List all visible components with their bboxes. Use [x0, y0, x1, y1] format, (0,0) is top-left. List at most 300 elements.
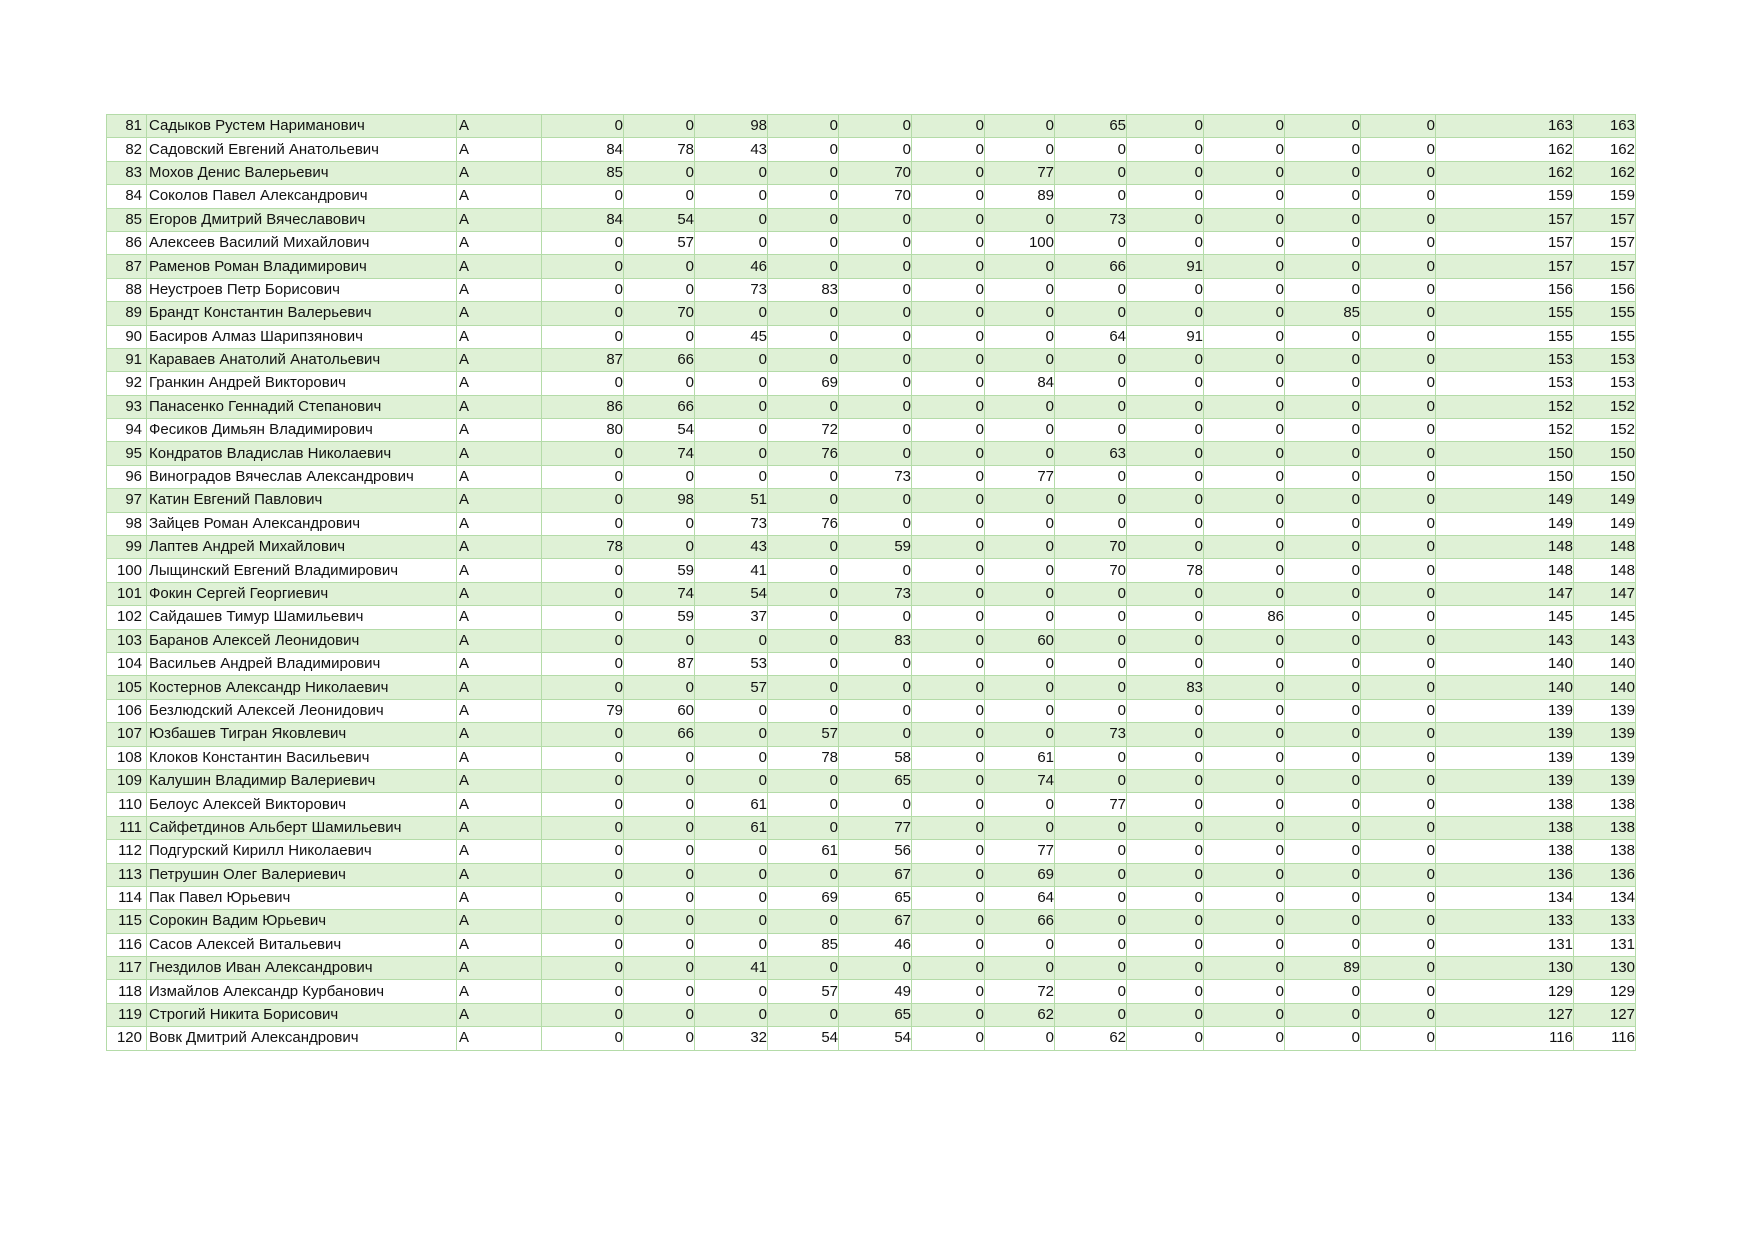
score-cell: 0 — [912, 325, 985, 348]
final-cell: 152 — [1574, 395, 1636, 418]
total-cell: 149 — [1436, 512, 1574, 535]
score-cell: 0 — [1127, 138, 1204, 161]
category-cell: А — [457, 161, 542, 184]
score-cell: 0 — [839, 419, 912, 442]
final-cell: 149 — [1574, 489, 1636, 512]
score-cell: 0 — [542, 185, 624, 208]
total-cell: 138 — [1436, 840, 1574, 863]
score-cell: 0 — [1361, 980, 1436, 1003]
rank-cell: 89 — [107, 302, 147, 325]
final-cell: 138 — [1574, 816, 1636, 839]
table-row — [107, 816, 1636, 839]
score-cell: 54 — [624, 419, 695, 442]
score-cell: 0 — [839, 723, 912, 746]
rank-cell: 90 — [107, 325, 147, 348]
score-cell: 0 — [839, 372, 912, 395]
score-cell: 43 — [695, 138, 768, 161]
score-cell: 0 — [542, 465, 624, 488]
score-cell: 0 — [695, 840, 768, 863]
score-cell: 0 — [1055, 886, 1127, 909]
score-cell: 0 — [695, 185, 768, 208]
score-cell: 0 — [1055, 910, 1127, 933]
score-cell: 0 — [1204, 933, 1285, 956]
table-row — [107, 442, 1636, 465]
score-cell: 77 — [985, 161, 1055, 184]
score-cell: 0 — [1055, 489, 1127, 512]
score-cell: 0 — [1204, 957, 1285, 980]
score-cell: 0 — [912, 840, 985, 863]
total-cell: 152 — [1436, 395, 1574, 418]
final-cell: 148 — [1574, 559, 1636, 582]
score-cell: 70 — [1055, 559, 1127, 582]
rank-cell: 120 — [107, 1027, 147, 1050]
score-cell: 0 — [839, 793, 912, 816]
category-cell: А — [457, 115, 542, 138]
total-cell: 139 — [1436, 769, 1574, 792]
score-cell: 0 — [912, 676, 985, 699]
score-cell: 0 — [985, 325, 1055, 348]
category-cell: А — [457, 582, 542, 605]
score-cell: 0 — [1204, 395, 1285, 418]
table-row — [107, 278, 1636, 301]
score-cell: 0 — [1127, 933, 1204, 956]
table-row — [107, 863, 1636, 886]
score-cell: 0 — [1204, 699, 1285, 722]
score-cell: 0 — [1055, 699, 1127, 722]
score-cell: 0 — [912, 559, 985, 582]
score-cell: 0 — [1055, 512, 1127, 535]
score-cell: 0 — [542, 910, 624, 933]
score-cell: 0 — [695, 699, 768, 722]
score-cell: 0 — [839, 559, 912, 582]
score-cell: 0 — [1055, 606, 1127, 629]
rank-cell: 115 — [107, 910, 147, 933]
score-cell: 77 — [839, 816, 912, 839]
score-cell: 0 — [985, 419, 1055, 442]
final-cell: 138 — [1574, 840, 1636, 863]
name-cell: Калушин Владимир Валериевич — [147, 769, 457, 792]
table-row — [107, 138, 1636, 161]
score-cell: 0 — [1127, 302, 1204, 325]
final-cell: 162 — [1574, 138, 1636, 161]
score-cell: 67 — [839, 910, 912, 933]
score-cell: 0 — [1055, 676, 1127, 699]
score-cell: 0 — [768, 652, 839, 675]
category-cell: А — [457, 816, 542, 839]
total-cell: 152 — [1436, 419, 1574, 442]
score-cell: 0 — [1285, 629, 1361, 652]
score-cell: 0 — [1361, 231, 1436, 254]
total-cell: 162 — [1436, 161, 1574, 184]
score-cell: 0 — [1361, 372, 1436, 395]
table-row — [107, 185, 1636, 208]
score-cell: 0 — [1361, 886, 1436, 909]
score-cell: 0 — [912, 606, 985, 629]
final-cell: 153 — [1574, 372, 1636, 395]
name-cell: Фокин Сергей Георгиевич — [147, 582, 457, 605]
score-cell: 60 — [985, 629, 1055, 652]
score-cell: 0 — [768, 115, 839, 138]
score-cell: 0 — [1285, 536, 1361, 559]
name-cell: Садыков Рустем Нариманович — [147, 115, 457, 138]
score-cell: 0 — [1055, 816, 1127, 839]
score-cell: 0 — [1361, 348, 1436, 371]
name-cell: Юзбашев Тигран Яковлевич — [147, 723, 457, 746]
score-cell: 0 — [839, 395, 912, 418]
table-row — [107, 1003, 1636, 1026]
score-cell: 0 — [912, 886, 985, 909]
score-cell: 0 — [768, 302, 839, 325]
rank-cell: 116 — [107, 933, 147, 956]
score-cell: 0 — [985, 255, 1055, 278]
score-cell: 0 — [985, 699, 1055, 722]
score-cell: 79 — [542, 699, 624, 722]
score-cell: 0 — [1204, 115, 1285, 138]
score-cell: 0 — [912, 536, 985, 559]
score-cell: 0 — [1285, 910, 1361, 933]
score-cell: 0 — [839, 489, 912, 512]
score-cell: 0 — [912, 629, 985, 652]
rank-cell: 93 — [107, 395, 147, 418]
score-cell: 0 — [839, 231, 912, 254]
score-cell: 0 — [1055, 302, 1127, 325]
score-cell: 69 — [985, 863, 1055, 886]
score-cell: 32 — [695, 1027, 768, 1050]
score-cell: 0 — [1285, 185, 1361, 208]
table-row — [107, 489, 1636, 512]
score-cell: 0 — [695, 395, 768, 418]
score-cell: 0 — [1127, 115, 1204, 138]
score-cell: 54 — [768, 1027, 839, 1050]
score-cell: 0 — [695, 629, 768, 652]
score-cell: 0 — [624, 372, 695, 395]
category-cell: А — [457, 980, 542, 1003]
total-cell: 131 — [1436, 933, 1574, 956]
score-cell: 0 — [912, 582, 985, 605]
score-cell: 0 — [768, 1003, 839, 1026]
score-cell: 0 — [985, 1027, 1055, 1050]
score-cell: 0 — [1055, 863, 1127, 886]
score-cell: 0 — [542, 863, 624, 886]
final-cell: 149 — [1574, 512, 1636, 535]
name-cell: Басиров Алмаз Шарипзянович — [147, 325, 457, 348]
score-cell: 0 — [624, 465, 695, 488]
score-cell: 0 — [1285, 115, 1361, 138]
name-cell: Зайцев Роман Александрович — [147, 512, 457, 535]
table-row — [107, 629, 1636, 652]
score-cell: 0 — [839, 957, 912, 980]
rank-cell: 101 — [107, 582, 147, 605]
rank-cell: 97 — [107, 489, 147, 512]
total-cell: 136 — [1436, 863, 1574, 886]
score-cell: 0 — [912, 161, 985, 184]
score-cell: 65 — [1055, 115, 1127, 138]
score-cell: 0 — [1127, 1027, 1204, 1050]
category-cell: А — [457, 536, 542, 559]
score-cell: 0 — [1204, 138, 1285, 161]
score-cell: 0 — [912, 115, 985, 138]
score-cell: 73 — [839, 582, 912, 605]
score-cell: 62 — [985, 1003, 1055, 1026]
score-cell: 0 — [1285, 886, 1361, 909]
score-cell: 0 — [768, 606, 839, 629]
results-table-body — [107, 115, 1636, 1051]
rank-cell: 112 — [107, 840, 147, 863]
score-cell: 0 — [912, 138, 985, 161]
name-cell: Гранкин Андрей Викторович — [147, 372, 457, 395]
category-cell: А — [457, 652, 542, 675]
score-cell: 0 — [542, 746, 624, 769]
rank-cell: 114 — [107, 886, 147, 909]
score-cell: 0 — [768, 161, 839, 184]
score-cell: 0 — [912, 278, 985, 301]
score-cell: 0 — [768, 699, 839, 722]
score-cell: 0 — [912, 1027, 985, 1050]
category-cell: А — [457, 465, 542, 488]
total-cell: 129 — [1436, 980, 1574, 1003]
score-cell: 0 — [542, 582, 624, 605]
category-cell: А — [457, 512, 542, 535]
score-cell: 0 — [768, 395, 839, 418]
score-cell: 0 — [1285, 278, 1361, 301]
score-cell: 0 — [1361, 278, 1436, 301]
score-cell: 0 — [1204, 676, 1285, 699]
table-row — [107, 606, 1636, 629]
table-row — [107, 933, 1636, 956]
score-cell: 0 — [985, 652, 1055, 675]
score-cell: 0 — [1361, 255, 1436, 278]
score-cell: 0 — [912, 863, 985, 886]
name-cell: Фесиков Димьян Владимирович — [147, 419, 457, 442]
score-cell: 0 — [839, 302, 912, 325]
score-cell: 0 — [1361, 746, 1436, 769]
name-cell: Караваев Анатолий Анатольевич — [147, 348, 457, 371]
score-cell: 0 — [1361, 161, 1436, 184]
score-cell: 0 — [912, 255, 985, 278]
score-cell: 64 — [1055, 325, 1127, 348]
table-row — [107, 769, 1636, 792]
score-cell: 74 — [624, 442, 695, 465]
score-cell: 0 — [985, 536, 1055, 559]
score-cell: 0 — [695, 723, 768, 746]
score-cell: 0 — [624, 185, 695, 208]
score-cell: 0 — [1204, 769, 1285, 792]
name-cell: Соколов Павел Александрович — [147, 185, 457, 208]
score-cell: 0 — [542, 512, 624, 535]
score-cell: 0 — [542, 372, 624, 395]
final-cell: 139 — [1574, 699, 1636, 722]
score-cell: 0 — [1055, 769, 1127, 792]
score-cell: 0 — [542, 793, 624, 816]
score-cell: 0 — [1361, 676, 1436, 699]
name-cell: Алексеев Василий Михайлович — [147, 231, 457, 254]
category-cell: А — [457, 138, 542, 161]
category-cell: А — [457, 606, 542, 629]
rank-cell: 98 — [107, 512, 147, 535]
score-cell: 0 — [1127, 816, 1204, 839]
final-cell: 140 — [1574, 652, 1636, 675]
score-cell: 0 — [1361, 582, 1436, 605]
score-cell: 0 — [542, 769, 624, 792]
score-cell: 0 — [912, 395, 985, 418]
score-cell: 0 — [1127, 512, 1204, 535]
category-cell: А — [457, 348, 542, 371]
score-cell: 61 — [695, 793, 768, 816]
score-cell: 0 — [1055, 980, 1127, 1003]
total-cell: 138 — [1436, 793, 1574, 816]
total-cell: 133 — [1436, 910, 1574, 933]
score-cell: 98 — [624, 489, 695, 512]
name-cell: Сорокин Вадим Юрьевич — [147, 910, 457, 933]
score-cell: 0 — [768, 231, 839, 254]
score-cell: 0 — [695, 910, 768, 933]
score-cell: 0 — [912, 652, 985, 675]
score-cell: 0 — [542, 629, 624, 652]
name-cell: Сайдашев Тимур Шамильевич — [147, 606, 457, 629]
score-cell: 61 — [695, 816, 768, 839]
score-cell: 0 — [1204, 372, 1285, 395]
table-row — [107, 957, 1636, 980]
rank-cell: 99 — [107, 536, 147, 559]
score-cell: 73 — [1055, 723, 1127, 746]
score-cell: 0 — [985, 559, 1055, 582]
score-cell: 0 — [542, 676, 624, 699]
score-cell: 78 — [624, 138, 695, 161]
category-cell: А — [457, 863, 542, 886]
score-cell: 0 — [912, 723, 985, 746]
score-cell: 0 — [1361, 395, 1436, 418]
total-cell: 153 — [1436, 372, 1574, 395]
total-cell: 139 — [1436, 723, 1574, 746]
score-cell: 0 — [1361, 793, 1436, 816]
score-cell: 56 — [839, 840, 912, 863]
score-cell: 76 — [768, 442, 839, 465]
total-cell: 140 — [1436, 652, 1574, 675]
score-cell: 0 — [1285, 208, 1361, 231]
final-cell: 139 — [1574, 746, 1636, 769]
name-cell: Виноградов Вячеслав Александрович — [147, 465, 457, 488]
score-cell: 0 — [624, 980, 695, 1003]
score-cell: 53 — [695, 652, 768, 675]
score-cell: 0 — [1285, 1027, 1361, 1050]
name-cell: Белоус Алексей Викторович — [147, 793, 457, 816]
score-cell: 0 — [1204, 793, 1285, 816]
score-cell: 0 — [768, 185, 839, 208]
table-row — [107, 793, 1636, 816]
score-cell: 77 — [985, 840, 1055, 863]
score-cell: 0 — [1285, 442, 1361, 465]
score-cell: 0 — [1127, 208, 1204, 231]
score-cell: 0 — [1285, 255, 1361, 278]
score-cell: 0 — [624, 512, 695, 535]
score-cell: 46 — [839, 933, 912, 956]
score-cell: 65 — [839, 769, 912, 792]
rank-cell: 81 — [107, 115, 147, 138]
score-cell: 0 — [1204, 536, 1285, 559]
score-cell: 0 — [768, 255, 839, 278]
table-row — [107, 208, 1636, 231]
score-cell: 76 — [768, 512, 839, 535]
score-cell: 0 — [1127, 910, 1204, 933]
score-cell: 0 — [1285, 793, 1361, 816]
score-cell: 67 — [839, 863, 912, 886]
name-cell: Петрушин Олег Валериевич — [147, 863, 457, 886]
score-cell: 0 — [985, 793, 1055, 816]
score-cell: 84 — [542, 208, 624, 231]
category-cell: А — [457, 723, 542, 746]
rank-cell: 96 — [107, 465, 147, 488]
score-cell: 0 — [1285, 840, 1361, 863]
score-cell: 78 — [1127, 559, 1204, 582]
rank-cell: 118 — [107, 980, 147, 1003]
score-cell: 0 — [839, 208, 912, 231]
table-row — [107, 536, 1636, 559]
category-cell: А — [457, 442, 542, 465]
name-cell: Неустроев Петр Борисович — [147, 278, 457, 301]
score-cell: 0 — [1204, 886, 1285, 909]
table-row — [107, 723, 1636, 746]
score-cell: 87 — [624, 652, 695, 675]
score-cell: 0 — [1055, 840, 1127, 863]
final-cell: 136 — [1574, 863, 1636, 886]
score-cell: 0 — [1285, 325, 1361, 348]
table-row — [107, 465, 1636, 488]
category-cell: А — [457, 325, 542, 348]
final-cell: 153 — [1574, 348, 1636, 371]
score-cell: 41 — [695, 559, 768, 582]
score-cell: 85 — [542, 161, 624, 184]
rank-cell: 108 — [107, 746, 147, 769]
score-cell: 0 — [542, 1003, 624, 1026]
final-cell: 155 — [1574, 302, 1636, 325]
score-cell: 0 — [1127, 372, 1204, 395]
score-cell: 0 — [624, 816, 695, 839]
score-cell: 0 — [985, 933, 1055, 956]
score-cell: 0 — [1361, 208, 1436, 231]
name-cell: Пак Павел Юрьевич — [147, 886, 457, 909]
score-cell: 0 — [1127, 348, 1204, 371]
final-cell: 150 — [1574, 465, 1636, 488]
score-cell: 0 — [1204, 629, 1285, 652]
score-cell: 0 — [1055, 746, 1127, 769]
table-row — [107, 1027, 1636, 1050]
score-cell: 0 — [839, 115, 912, 138]
score-cell: 59 — [624, 559, 695, 582]
score-cell: 0 — [624, 957, 695, 980]
name-cell: Лаптев Андрей Михайлович — [147, 536, 457, 559]
score-cell: 0 — [542, 231, 624, 254]
table-row — [107, 559, 1636, 582]
score-cell: 69 — [768, 886, 839, 909]
score-cell: 0 — [1055, 1003, 1127, 1026]
score-cell: 0 — [839, 606, 912, 629]
table-row — [107, 886, 1636, 909]
score-cell: 0 — [1361, 115, 1436, 138]
score-cell: 84 — [985, 372, 1055, 395]
score-cell: 0 — [1204, 723, 1285, 746]
score-cell: 0 — [912, 372, 985, 395]
score-cell: 0 — [624, 161, 695, 184]
score-cell: 0 — [695, 933, 768, 956]
score-cell: 0 — [768, 582, 839, 605]
score-cell: 84 — [542, 138, 624, 161]
score-cell: 0 — [542, 115, 624, 138]
rank-cell: 119 — [107, 1003, 147, 1026]
score-cell: 0 — [624, 863, 695, 886]
category-cell: А — [457, 933, 542, 956]
total-cell: 155 — [1436, 302, 1574, 325]
score-cell: 0 — [695, 1003, 768, 1026]
